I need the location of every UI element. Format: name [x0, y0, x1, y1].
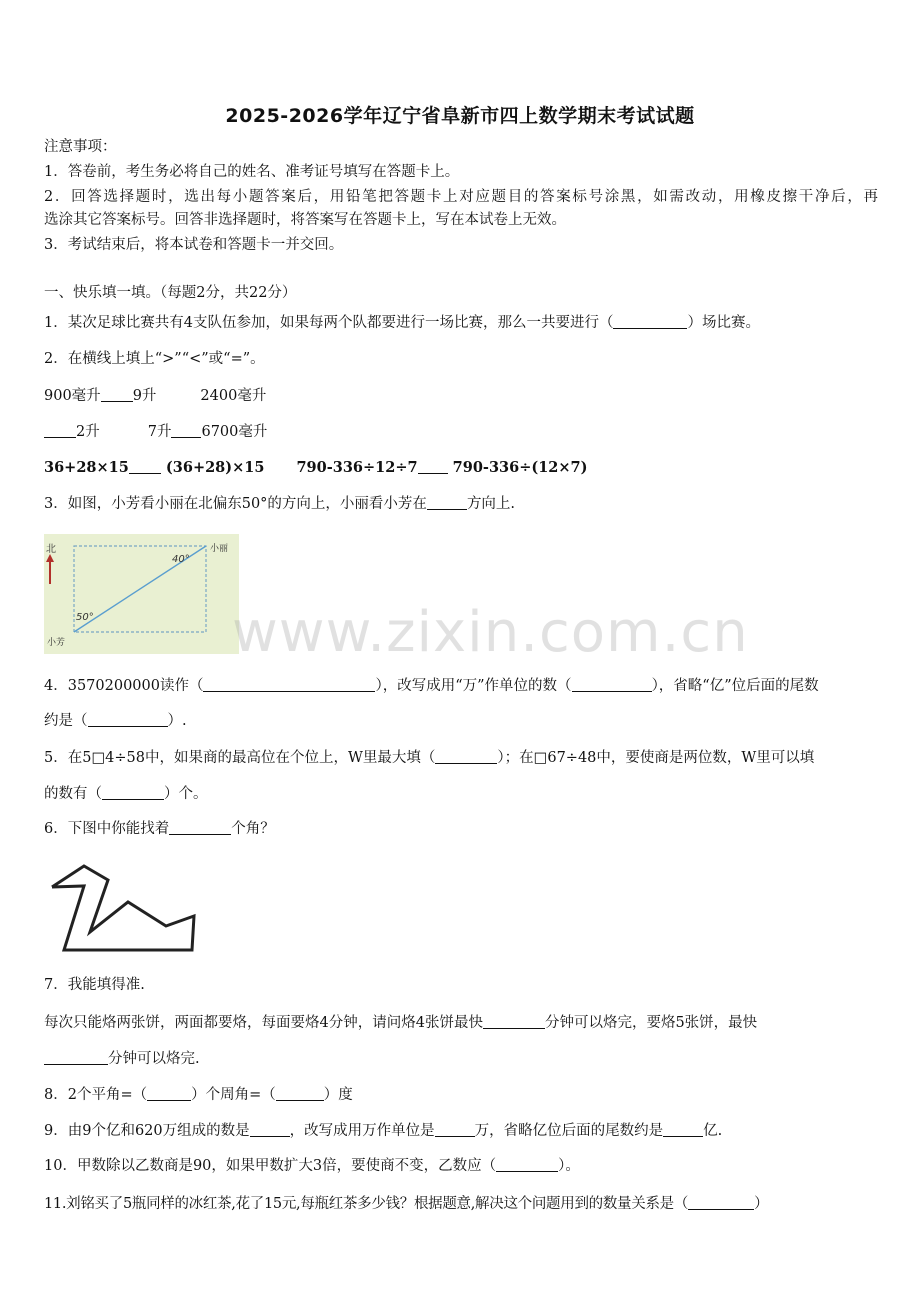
direction-diagram	[44, 534, 239, 654]
answer-blank[interactable]	[276, 1086, 324, 1101]
question-4-cont	[44, 711, 187, 731]
angle-label: 40°	[172, 554, 190, 565]
question-text: ）个周角=（	[191, 1087, 276, 1103]
north-label: 北	[46, 544, 56, 555]
question-text: 约是（	[44, 713, 88, 729]
question-text: 的数有（	[44, 786, 102, 802]
question-text: 3．如图，小芳看小丽在北偏东50°的方向上，小丽看小芳在	[44, 496, 427, 512]
question-text: 10．甲数除以乙数商是90，如果甲数扩大3倍，要使商不变，乙数应（	[44, 1158, 497, 1174]
question-text: 分钟可以烙完.	[108, 1051, 200, 1067]
expr: 36+28×15	[44, 459, 129, 476]
question-2: 2．在横线上填上“>”“<”或“=”。	[44, 351, 265, 367]
question-text: ），省略“亿”位后面的尾数	[651, 678, 819, 694]
expr: 6700毫升	[201, 424, 268, 440]
note-item: 选涂其它答案标号。回答非选择题时，将答案写在答题卡上，写在本试卷上无效。	[44, 212, 566, 228]
question-text: 8．2个平角=（	[44, 1087, 148, 1103]
xiaoli-label: 小丽	[210, 544, 229, 554]
question-text: 个角？	[231, 821, 275, 837]
question-7-cont	[44, 1049, 200, 1069]
answer-blank[interactable]	[435, 1122, 475, 1137]
section-heading: 一、快乐填一填。（每题2分，共22分）	[44, 285, 297, 301]
expr: 790-336÷(12×7)	[452, 459, 588, 476]
question-10	[44, 1156, 580, 1176]
answer-blank[interactable]	[483, 1014, 545, 1029]
notes-heading: 注意事项：	[44, 139, 117, 155]
answer-blank[interactable]	[496, 1157, 558, 1172]
question-text: ，改写成用万作单位是	[289, 1123, 435, 1139]
answer-blank[interactable]	[44, 423, 76, 438]
question-2-row	[44, 458, 588, 478]
angle-label: 50°	[76, 612, 94, 623]
question-2-row	[44, 422, 267, 442]
question-text: 万，省略亿位后面的尾数约是	[474, 1123, 664, 1139]
watermark: www.zixin.com.cn	[232, 600, 749, 665]
question-text: 9．由9个亿和620万组成的数是	[44, 1123, 250, 1139]
question-text: 方向上.	[466, 496, 516, 512]
expr: 2400毫升	[200, 388, 267, 404]
answer-blank[interactable]	[427, 495, 467, 510]
question-text: 5．在5□4÷58中，如果商的最高位在个位上，W里最大填（	[44, 750, 436, 766]
note-item: 3．考试结束后，将本试卷和答题卡一并交回。	[44, 237, 344, 253]
question-text: ）度	[323, 1087, 353, 1103]
question-7-text	[44, 1013, 757, 1033]
direction-figure	[44, 534, 239, 654]
question-text: ）。	[558, 1158, 580, 1174]
note-item: 1．答卷前，考生务必将自己的姓名、准考证号填写在答题卡上。	[44, 164, 460, 180]
question-5	[44, 748, 814, 768]
question-text: 分钟可以烙完，要烙5张饼，最快	[544, 1015, 758, 1031]
question-5-cont	[44, 784, 208, 804]
answer-blank[interactable]	[101, 387, 133, 402]
answer-blank[interactable]	[418, 459, 448, 474]
expr: (36+28)×15	[165, 459, 265, 476]
question-text: ），改写成用“万”作单位的数（	[375, 678, 572, 694]
question-text: ）场比赛。	[687, 315, 760, 331]
question-text: 6．下图中你能找着	[44, 821, 170, 837]
expr: 9升	[132, 388, 157, 404]
answer-blank[interactable]	[203, 677, 375, 692]
note-item: 2．回答选择题时，选出每小题答案后，用铅笔把答题卡上对应题目的答案标号涂黑，如需改动，用橡皮擦干净后，再	[44, 189, 878, 205]
answer-blank[interactable]	[44, 1050, 108, 1065]
answer-blank[interactable]	[572, 677, 652, 692]
question-text: ）.	[167, 713, 187, 729]
question-text: 4．3570200000读作（	[44, 678, 204, 694]
question-2-row	[44, 386, 266, 406]
xiaofang-label: 小芳	[47, 638, 66, 648]
answer-blank[interactable]	[147, 1086, 191, 1101]
question-1	[44, 313, 760, 333]
question-text: 11.刘铭买了5瓶同样的冰红茶,花了15元,每瓶红茶多少钱？根据题意,解决这个问题用到的数量关系是（	[44, 1196, 689, 1212]
question-3	[44, 494, 515, 514]
expr: 7升	[147, 424, 172, 440]
answer-blank[interactable]	[663, 1122, 703, 1137]
answer-blank[interactable]	[169, 820, 231, 835]
answer-blank[interactable]	[250, 1122, 290, 1137]
answer-blank[interactable]	[688, 1195, 754, 1210]
question-11	[44, 1194, 768, 1214]
question-4	[44, 676, 819, 696]
question-text: 亿.	[703, 1123, 723, 1139]
question-text: ）个。	[164, 786, 208, 802]
question-6	[44, 819, 275, 839]
answer-blank[interactable]	[102, 785, 164, 800]
question-text: 每次只能烙两张饼，两面都要烙，每面要烙4分钟，请问烙4张饼最快	[44, 1015, 483, 1031]
answer-blank[interactable]	[613, 314, 687, 329]
question-text: ）	[754, 1196, 769, 1212]
expr: 790-336÷12÷7	[296, 459, 418, 476]
question-text: ）；在□67÷48中，要使商是两位数，W里可以填	[497, 750, 815, 766]
question-8	[44, 1085, 353, 1105]
answer-blank[interactable]	[88, 712, 168, 727]
expr: 2升	[76, 424, 100, 440]
page-title: 2025-2026学年辽宁省阜新市四上数学期末考试试题	[225, 105, 695, 127]
question-7: 7．我能填得准.	[44, 977, 145, 993]
answer-blank[interactable]	[129, 459, 161, 474]
expr: 900毫升	[44, 388, 101, 404]
answer-blank[interactable]	[435, 749, 497, 764]
question-text: 1．某次足球比赛共有4支队伍参加，如果每两个队都要进行一场比赛，那么一共要进行（	[44, 315, 614, 331]
angle-figure	[48, 858, 203, 956]
answer-blank[interactable]	[171, 423, 201, 438]
question-9	[44, 1121, 722, 1141]
